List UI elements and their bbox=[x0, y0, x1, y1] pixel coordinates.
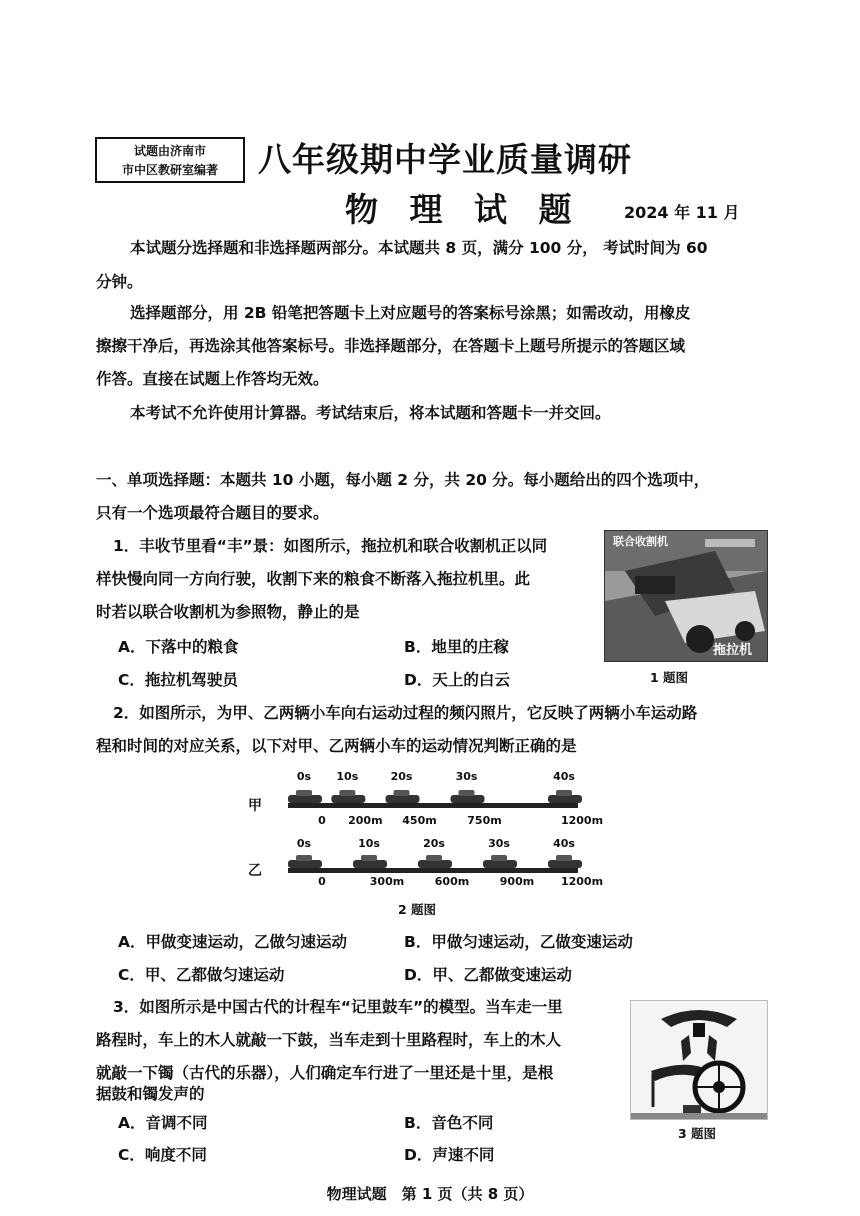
q3-option-a: A．音调不同 bbox=[118, 1114, 208, 1132]
jia-distance-label-0: 0 bbox=[318, 814, 326, 827]
jia-distance-label-3: 750m bbox=[467, 814, 502, 827]
jia-time-label-1: 10s bbox=[336, 770, 359, 783]
section1-heading-line2: 只有一个选项最符合题目的要求。 bbox=[96, 504, 329, 522]
q2-option-c: C．甲、乙都做匀速运动 bbox=[118, 966, 285, 984]
q2-option-d: D．甲、乙都做变速运动 bbox=[404, 966, 572, 984]
jia-time-labels bbox=[240, 770, 600, 786]
q1-stem-line1: 1．丰收节里看“丰”景：如图所示，拖拉机和联合收割机正以同 bbox=[113, 537, 548, 555]
q1-option-a: A．下落中的粮食 bbox=[118, 638, 239, 656]
photo-label-harvester: 联合收割机 bbox=[613, 535, 668, 548]
jia-track bbox=[240, 786, 600, 816]
yi-distance-label-3: 900m bbox=[499, 875, 535, 888]
yi-distance-label-2: 600m bbox=[434, 875, 470, 888]
exam-subject-title: 物 理 试 题 bbox=[345, 190, 582, 229]
yi-time-label-1: 10s bbox=[358, 837, 380, 850]
jia-distance-label-2: 450m bbox=[402, 814, 437, 827]
jia-time-label-3: 30s bbox=[455, 770, 478, 783]
yi-distance-label-4: 1200m bbox=[560, 875, 604, 888]
photo-label-tractor: 拖拉机 bbox=[713, 643, 753, 658]
q3-drum-cart-photo bbox=[630, 1000, 768, 1120]
instruction-p3: 本考试不允许使用计算器。考试结束后，将本试题和答题卡一并交回。 bbox=[130, 404, 611, 422]
q2-option-b: B．甲做匀速运动，乙做变速运动 bbox=[404, 933, 633, 951]
q3-option-b: B．音色不同 bbox=[404, 1114, 494, 1132]
yi-car-4 bbox=[548, 855, 582, 868]
q2-option-a: A．甲做变速运动，乙做匀速运动 bbox=[118, 933, 347, 951]
page-footer: 物理试题 第 1 页（共 8 页） bbox=[326, 1185, 534, 1203]
yi-distance-labels bbox=[240, 875, 604, 891]
yi-distance-label-0: 0 bbox=[318, 875, 326, 888]
instruction-p2-line3: 作答。直接在试题上作答均无效。 bbox=[96, 370, 329, 388]
jia-road bbox=[288, 803, 578, 808]
instruction-p2-line1: 选择题部分，用 2B 铅笔把答题卡上对应题号的答案标号涂黑；如需改动，用橡皮 bbox=[130, 304, 691, 322]
jia-time-label-2: 20s bbox=[390, 770, 413, 783]
yi-car-2 bbox=[418, 855, 452, 868]
exam-title: 八年级期中学业质量调研 bbox=[258, 140, 632, 179]
jia-car-3 bbox=[451, 790, 485, 803]
q3-option-c: C．响度不同 bbox=[118, 1146, 207, 1164]
yi-road bbox=[288, 868, 578, 873]
editor-stamp bbox=[95, 137, 245, 183]
jia-distance-labels bbox=[240, 814, 604, 830]
q1-option-b: B．地里的庄稼 bbox=[404, 638, 509, 656]
q3-stem-line4: 据鼓和镯发声的 bbox=[96, 1085, 205, 1103]
row-label-yi: 乙 bbox=[248, 863, 262, 879]
yi-car-0 bbox=[288, 855, 322, 868]
yi-time-label-3: 30s bbox=[488, 837, 510, 850]
yi-distance-label-1: 300m bbox=[369, 875, 405, 888]
yi-time-label-2: 20s bbox=[423, 837, 445, 850]
jia-distance-label-1: 200m bbox=[348, 814, 383, 827]
jia-time-label-4: 40s bbox=[553, 770, 575, 783]
instruction-p1-line1: 本试题分选择题和非选择题两部分。本试题共 8 页，满分 100 分， 考试时间为 60 bbox=[130, 239, 708, 257]
q1-stem-line2: 样快慢向同一方向行驶，收割下来的粮食不断落入拖拉机里。此 bbox=[96, 570, 531, 588]
stamp-line-2: 市中区教研室编著 bbox=[121, 163, 218, 177]
q1-option-d: D．天上的白云 bbox=[404, 671, 510, 689]
exam-date: 2024 年 11 月 bbox=[624, 203, 740, 222]
jia-car-4 bbox=[548, 790, 582, 803]
q1-option-c: C．拖拉机驾驶员 bbox=[118, 671, 238, 689]
jia-car-2 bbox=[386, 790, 420, 803]
jia-car-0 bbox=[288, 790, 322, 803]
yi-time-label-0: 0s bbox=[296, 837, 312, 850]
stamp-line-1: 试题由济南市 bbox=[133, 144, 206, 158]
section1-heading-line1: 一、单项选择题：本题共 10 小题，每小题 2 分，共 20 分。每小题给出的四个选项中， bbox=[96, 471, 710, 489]
q2-figure-caption: 2 题图 bbox=[398, 902, 437, 917]
jia-time-label-0: 0s bbox=[296, 770, 312, 783]
q2-strobe-diagram bbox=[240, 770, 604, 900]
yi-car-1 bbox=[353, 855, 387, 868]
q1-stem-line3: 时若以联合收割机为参照物，静止的是 bbox=[96, 603, 360, 621]
q1-figure-caption: 1 题图 bbox=[650, 670, 689, 685]
q1-harvest-photo bbox=[604, 530, 768, 662]
yi-time-label-4: 40s bbox=[553, 837, 575, 850]
jia-distance-label-4: 1200m bbox=[560, 814, 604, 827]
q2-stem-line2: 程和时间的对应关系，以下对甲、乙两辆小车的运动情况判断正确的是 bbox=[96, 737, 577, 755]
jia-track-svg bbox=[240, 786, 600, 816]
instruction-p1-line2: 分钟。 bbox=[96, 273, 143, 291]
q3-figure-caption: 3 题图 bbox=[678, 1126, 717, 1141]
q3-stem-line3: 就敲一下镯（古代的乐器），人们确定车行进了一里还是十里，是根 bbox=[96, 1064, 554, 1082]
q2-stem-line1: 2．如图所示，为甲、乙两辆小车向右运动过程的频闪照片，它反映了两辆小车运动路 bbox=[113, 704, 698, 722]
yi-car-3 bbox=[483, 855, 517, 868]
q3-option-d: D．声速不同 bbox=[404, 1146, 495, 1164]
q3-stem-line1: 3．如图所示是中国古代的计程车“记里鼓车”的模型。当车走一里 bbox=[113, 998, 563, 1016]
jia-car-1 bbox=[331, 790, 365, 803]
drum-cart-illustration bbox=[631, 1001, 767, 1119]
row-label-jia: 甲 bbox=[248, 798, 262, 814]
instruction-p2-line2: 擦擦干净后，再选涂其他答案标号。非选择题部分，在答题卡上题号所提示的答题区域 bbox=[96, 337, 686, 355]
q3-stem-line2: 路程时，车上的木人就敲一下鼓，当车走到十里路程时，车上的木人 bbox=[96, 1031, 562, 1049]
